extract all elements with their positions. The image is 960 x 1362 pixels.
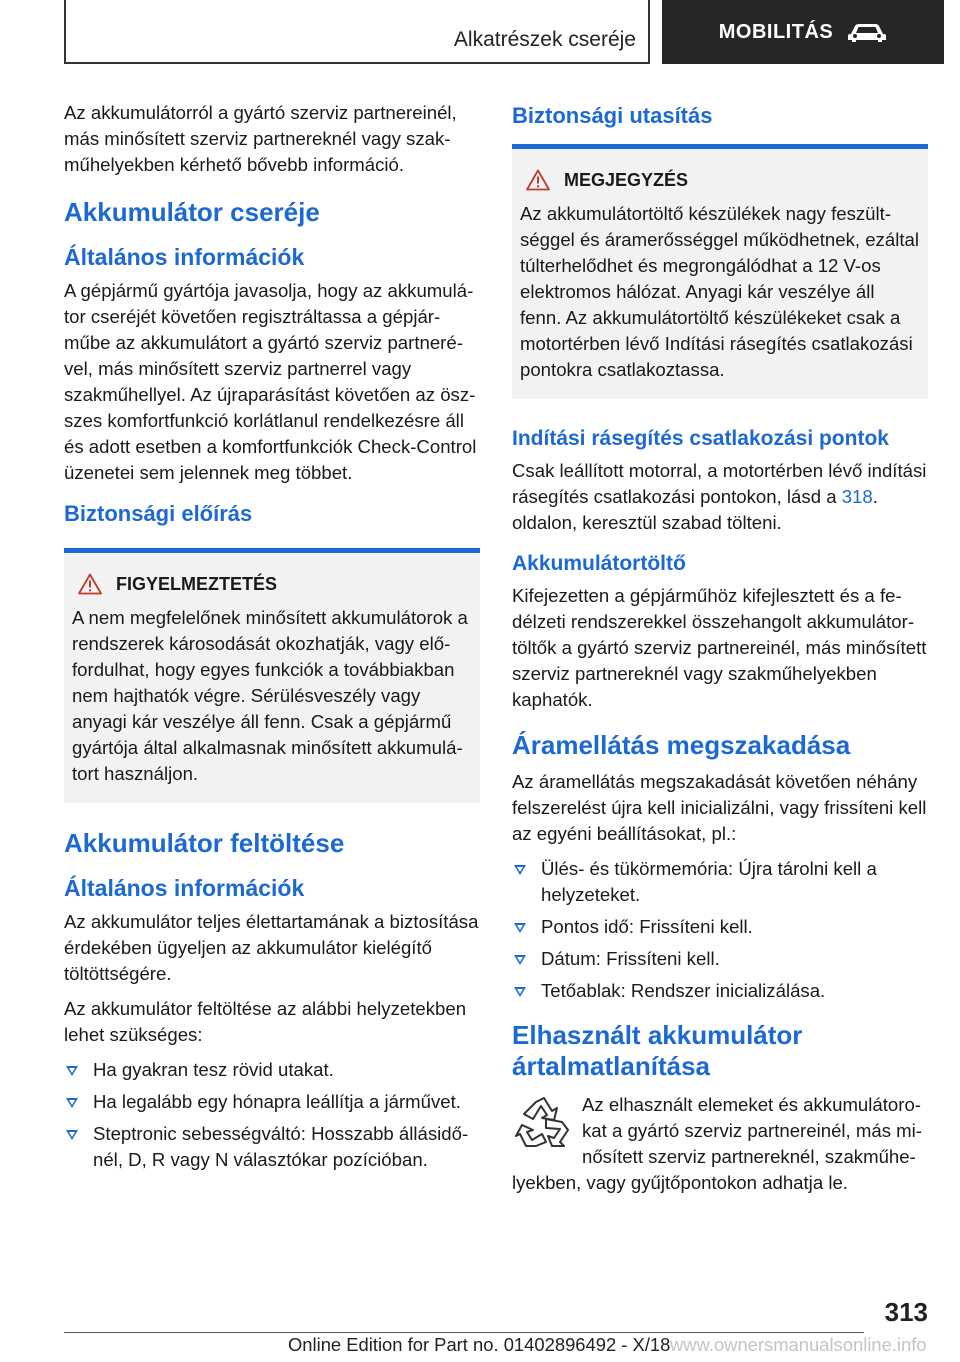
list-item: Pontos idő: Frissíteni kell. bbox=[512, 914, 928, 940]
heading-jump-start-points: Indítási rásegítés csatlakozási pontok bbox=[512, 427, 889, 450]
intro-paragraph: Az akkumulátorról a gyártó szerviz partnereinél, más minősített szerviz partnereknél vagy szakműhelyekben kérhető bővebb információ. bbox=[64, 102, 457, 175]
header-section-title: Alkatrészek cseréje bbox=[453, 28, 636, 51]
jump-start-paragraph: Csak leállított motorral, a motortérben lévő indítási rásegítés csatlakozási pontokon, lásd a 318. oldalon, keresztül szabad tölteni. bbox=[512, 460, 927, 533]
note-title: MEGJEGYZÉS bbox=[564, 169, 689, 190]
heading-general-info-1: Általános információk bbox=[64, 244, 305, 270]
header-rule-bottom bbox=[64, 62, 650, 64]
header-chapter-tab bbox=[662, 0, 944, 64]
bullet-triangle-icon bbox=[514, 955, 526, 965]
note-title-row bbox=[520, 169, 920, 191]
heading-general-info-2: Általános információk bbox=[64, 875, 305, 901]
disposal-block bbox=[512, 1092, 928, 1196]
page-ref-link[interactable]: 318 bbox=[841, 486, 873, 507]
bullet-triangle-icon bbox=[514, 865, 526, 875]
bullet-triangle-icon bbox=[66, 1066, 78, 1076]
bullet-triangle-icon bbox=[66, 1098, 78, 1108]
heading-battery-charger: Akkumulátortöltő bbox=[512, 552, 686, 575]
list-item: Dátum: Frissíteni kell. bbox=[512, 946, 928, 972]
heading-battery-replacement: Akkumulátor cseréje bbox=[64, 197, 320, 227]
general-info-2-paragraph-a: Az akkumulátor teljes élettartamának a biztosítása érdekében ügyeljen az akkumulátor kielégítő töltöttségére. bbox=[64, 911, 479, 984]
charger-paragraph: Kifejezetten a gépjárműhöz kifejlesztett és a fedélzeti rendszerekkel összehangolt akkumulátortöltők a gyártó szerviz partnereinél, más minősített szerviz partnereknél vagy szakműhelyekben kaphatók. bbox=[512, 585, 927, 710]
footer-rule bbox=[64, 1332, 864, 1333]
warning-box bbox=[64, 553, 480, 803]
list-item: Ülés- és tükörmemória: Újra tárolni kell a helyzeteket. bbox=[512, 856, 928, 908]
warning-text: A nem megfelelőnek minősített akkumulátorok a rendszerek károsodását okozhatják, vagy előfordulhat, hogy egyes funkciók a továbbiakban nem hajthatók végre. Sérülésveszély vagy anyagi kár veszélye áll fenn. Csak a gépjármű gyártója által alkalmasnak minősített akkumulátort használjon. bbox=[72, 607, 468, 784]
heading-safety-instruction: Biztonsági utasítás bbox=[512, 103, 713, 128]
heading-battery-charging: Akkumulátor feltöltése bbox=[64, 828, 345, 858]
footer-edition: Online Edition for Part no. 01402896492 - X/18 bbox=[288, 1334, 671, 1355]
bullet-triangle-icon bbox=[514, 923, 526, 933]
warning-title-row bbox=[72, 573, 472, 595]
disposal-paragraph: Az elhasznált elemeket és akkumulátorokat a gyártó szerviz partnereinél, más minősített szerviz partnereknél, szakműhelyekben, vagy gyűjtőpontokon adhatja le. bbox=[512, 1094, 922, 1193]
bullet-triangle-icon bbox=[514, 987, 526, 997]
recycle-icon bbox=[514, 1094, 572, 1152]
page-number: 313 bbox=[884, 1297, 928, 1327]
car-icon bbox=[847, 21, 887, 43]
general-info-2-paragraph-b: Az akkumulátor feltöltése az alábbi helyzetekben lehet szükséges: bbox=[64, 998, 467, 1045]
list-item: Ha gyakran tesz rövid utakat. bbox=[64, 1057, 480, 1083]
general-info-1-paragraph: A gépjármű gyártója javasolja, hogy az akkumulátor cseréjét követően regisztráltassa a gépjárműbe az akkumulátort a gyártó szerviz partnerével, más minősített szerviz partnerrel vagy szakműhellyel. Az újraparásítást követően az öszszes komfortfunkció korlátlanul rendelkezésre áll és adott esetben a komfortfunkciók Check-Control üzenetei sem jelennek meg többet. bbox=[64, 280, 477, 483]
reinit-list bbox=[512, 856, 928, 1004]
bullet-triangle-icon bbox=[66, 1130, 78, 1140]
note-text: Az akkumulátortöltő készülékek nagy feszültséggel és áramerősséggel működhetnek, ezáltal túlterhelődhet és megrongálódhat a 12 V-os elektromos hálózat. Anyagi kár veszélye áll fenn. Az akkumulátortöltő készülékeket csak a motortérben lévő Indítási rásegítés csatlakozási pontokra csatlakoztassa. bbox=[520, 203, 919, 380]
heading-power-interruption: Áramellátás megszakadása bbox=[512, 730, 851, 760]
warning-triangle-icon bbox=[526, 169, 550, 191]
list-item: Tetőablak: Rendszer inicializálása. bbox=[512, 978, 928, 1004]
right-column bbox=[512, 100, 928, 1205]
heading-battery-disposal: Elhasznált akkumulátor ártalmatlanítása bbox=[512, 1020, 803, 1081]
heading-safety-rule: Biztonsági előírás bbox=[64, 501, 253, 526]
charging-situations-list bbox=[64, 1057, 480, 1173]
header-chapter-label: MOBILITÁS bbox=[718, 20, 834, 43]
warning-title: FIGYELMEZTETÉS bbox=[116, 573, 278, 594]
list-item: Ha legalább egy hónapra leállítja a járművet. bbox=[64, 1089, 480, 1115]
warning-triangle-icon bbox=[78, 573, 102, 595]
note-box bbox=[512, 149, 928, 399]
list-item: Steptronic sebességváltó: Hosszabb állásidőnél, D, R vagy N választókar pozícióban. bbox=[64, 1121, 480, 1173]
left-column bbox=[64, 100, 480, 1179]
header-rule-middle bbox=[648, 0, 650, 64]
footer-watermark: www.ownersmanualsonline.info bbox=[670, 1334, 927, 1355]
power-interruption-paragraph: Az áramellátás megszakadását követően néhány felszerelést újra kell inicializálni, vagy frissíteni kell az egyéni beállításokat, pl.: bbox=[512, 771, 927, 844]
header-rule-left bbox=[64, 0, 66, 64]
